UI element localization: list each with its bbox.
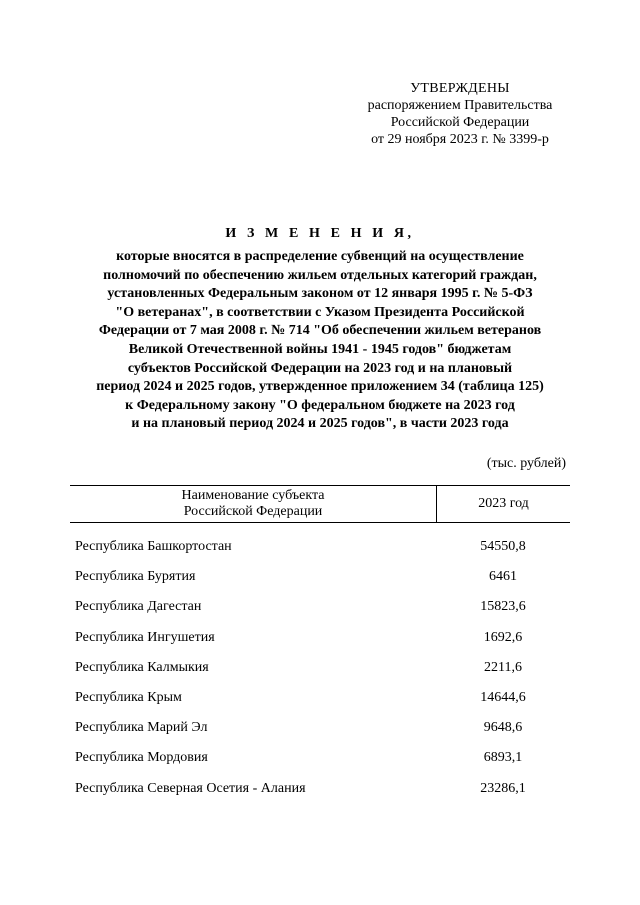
region-name: Республика Марий Эл bbox=[75, 720, 208, 736]
subtitle-line: полномочий по обеспечению жильем отдельных категорий граждан, bbox=[103, 267, 537, 283]
region-name: Республика Башкортостан bbox=[75, 539, 232, 554]
region-value: 9648,6 bbox=[483, 720, 523, 736]
subtitle-line: "О ветеранах", в соответствии с Указом Президента Российской bbox=[115, 304, 525, 320]
region-value: 6461 bbox=[489, 569, 517, 585]
region-name: Республика Дагестан bbox=[75, 599, 202, 615]
table-row bbox=[70, 630, 570, 660]
header-year: 2023 год bbox=[478, 496, 529, 511]
subtitle-line: Федерации от 7 мая 2008 г. № 714 "Об обеспечении жильем ветеранов bbox=[98, 323, 542, 339]
table-row bbox=[70, 539, 570, 569]
region-value: 1692,6 bbox=[483, 629, 523, 645]
table-row bbox=[70, 690, 570, 720]
table-body bbox=[70, 523, 570, 811]
subtitle-line: период 2024 и 2025 годов, утвержденное приложением 34 (таблица 125) bbox=[96, 379, 544, 395]
subventions-table bbox=[70, 485, 570, 811]
region-name: Республика Калмыкия bbox=[75, 659, 209, 675]
table-row bbox=[70, 720, 570, 750]
approval-line: Российской Федерации bbox=[390, 115, 530, 130]
document-subtitle bbox=[60, 248, 580, 434]
region-name: Республика Крым bbox=[75, 689, 182, 705]
header-subject-name bbox=[70, 486, 437, 522]
table-row bbox=[70, 569, 570, 599]
table-row bbox=[70, 660, 570, 690]
region-value: 2211,6 bbox=[484, 659, 522, 675]
units-label: (тыс. рублей) bbox=[486, 456, 566, 471]
region-value: 23286,1 bbox=[480, 780, 526, 796]
region-name: Республика Мордовия bbox=[75, 750, 208, 766]
subtitle-line: установленных Федеральным законом от 12 января 1995 г. № 5-ФЗ bbox=[107, 286, 533, 302]
table-row bbox=[70, 599, 570, 629]
table-header bbox=[70, 485, 570, 523]
region-value: 15823,6 bbox=[480, 599, 526, 615]
region-name: Республика Северная Осетия - Алания bbox=[75, 780, 306, 796]
subtitle-line: и на плановый период 2024 и 2025 годов", в части 2023 года bbox=[131, 416, 509, 432]
header-name-line: Наименование субъекта bbox=[181, 488, 325, 503]
region-value: 6893,1 bbox=[483, 750, 523, 766]
document-title: И З М Е Н Е Н И Я, bbox=[225, 226, 415, 241]
subtitle-line: которые вносятся в распределение субвенций на осуществление bbox=[116, 249, 524, 264]
header-name-line: Российской Федерации bbox=[183, 504, 323, 519]
subtitle-line: Великой Отечественной войны 1941 - 1945 годов" бюджетам bbox=[128, 341, 512, 357]
approval-line: распоряжением Правительства bbox=[367, 98, 553, 113]
table-row bbox=[70, 781, 570, 811]
region-name: Республика Ингушетия bbox=[75, 629, 215, 645]
subtitle-line: к Федеральному закону "О федеральном бюджете на 2023 год bbox=[125, 397, 515, 413]
table-row bbox=[70, 750, 570, 780]
approval-line: от 29 ноября 2023 г. № 3399-р bbox=[371, 132, 549, 147]
approval-title: УТВЕРЖДЕНЫ bbox=[410, 81, 510, 96]
region-name: Республика Бурятия bbox=[75, 569, 196, 585]
region-value: 54550,8 bbox=[480, 539, 526, 554]
region-value: 14644,6 bbox=[480, 689, 526, 705]
subtitle-line: субъектов Российской Федерации на 2023 год и на плановый bbox=[127, 360, 513, 376]
approval-block bbox=[350, 80, 570, 148]
